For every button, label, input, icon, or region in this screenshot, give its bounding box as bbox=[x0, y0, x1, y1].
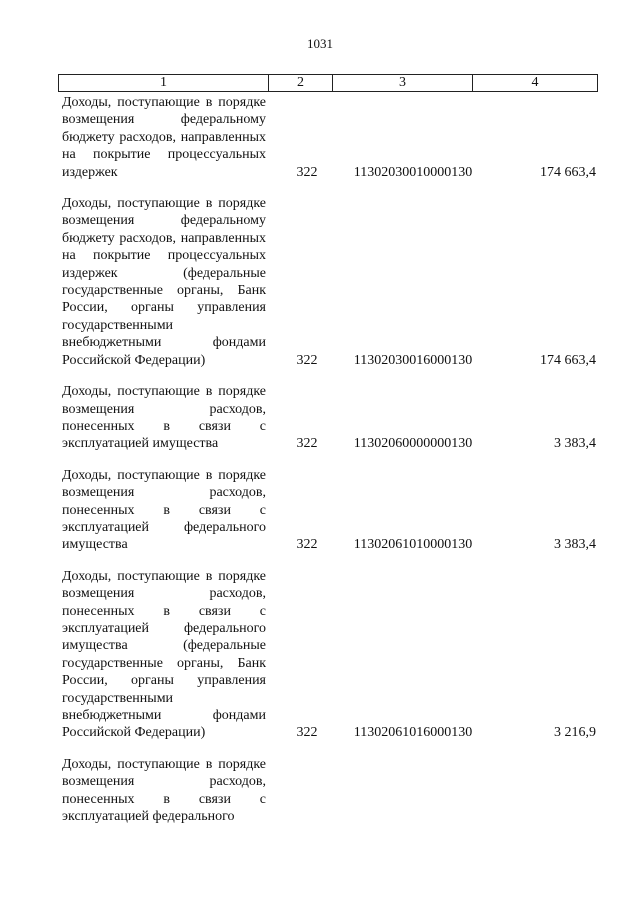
table-row bbox=[58, 756, 598, 826]
row-description: Доходы, поступающие в порядке возмещения федеральному бюджету расходов, направленных на покрытие процессуальных издержек bbox=[62, 95, 266, 180]
header-col-3: 3 bbox=[333, 75, 473, 91]
row-amount: 3 383,4 bbox=[554, 436, 596, 452]
row-budget-code: 11302030010000130 bbox=[353, 164, 473, 180]
row-description: Доходы, поступающие в порядке возмещения федеральному бюджету расходов, направленных на покрытие процессуальных издержек (федеральные государственные органы, Банк России, органы управления государственными внебюджетными фондами Российской Федерации) bbox=[62, 196, 266, 368]
row-description: Доходы, поступающие в порядке возмещения расходов, понесенных в связи с эксплуатацией федерального имущества bbox=[62, 467, 266, 553]
row-amount: 174 663,4 bbox=[540, 352, 596, 368]
row-budget-code: 11302030016000130 bbox=[353, 352, 473, 368]
table-body bbox=[58, 94, 598, 825]
row-amount: 3 216,9 bbox=[554, 725, 596, 741]
row-admin-code: 322 bbox=[296, 725, 318, 741]
table-row bbox=[58, 195, 598, 369]
row-admin-code: 322 bbox=[296, 164, 318, 180]
table-row bbox=[58, 568, 598, 742]
row-description: Доходы, поступающие в порядке возмещения расходов, понесенных в связи с эксплуатацией федерального bbox=[62, 756, 266, 825]
row-description: Доходы, поступающие в порядке возмещения расходов, понесенных в связи с эксплуатацией имущества bbox=[62, 384, 266, 452]
page-number: 1031 bbox=[307, 36, 333, 51]
row-description: Доходы, поступающие в порядке возмещения расходов, понесенных в связи с эксплуатацией федерального имущества (федеральные государственные органы, Банк России, органы управления государственными внебюджетными фондами Российской Федерации) bbox=[62, 568, 266, 741]
header-col-2: 2 bbox=[269, 75, 333, 91]
table-row bbox=[58, 94, 598, 181]
header-col-4: 4 bbox=[531, 75, 539, 90]
row-budget-code: 11302061016000130 bbox=[353, 725, 473, 741]
row-admin-code: 322 bbox=[296, 537, 318, 553]
row-budget-code: 11302061010000130 bbox=[353, 537, 473, 553]
table-row bbox=[58, 467, 598, 554]
table-header bbox=[58, 74, 598, 92]
table-row bbox=[58, 383, 598, 453]
header-col-1: 1 bbox=[59, 75, 269, 91]
row-budget-code: 11302060000000130 bbox=[353, 436, 473, 452]
row-admin-code: 322 bbox=[296, 352, 318, 368]
row-amount: 3 383,4 bbox=[554, 537, 596, 553]
row-admin-code: 322 bbox=[296, 436, 318, 452]
row-amount: 174 663,4 bbox=[540, 164, 596, 180]
